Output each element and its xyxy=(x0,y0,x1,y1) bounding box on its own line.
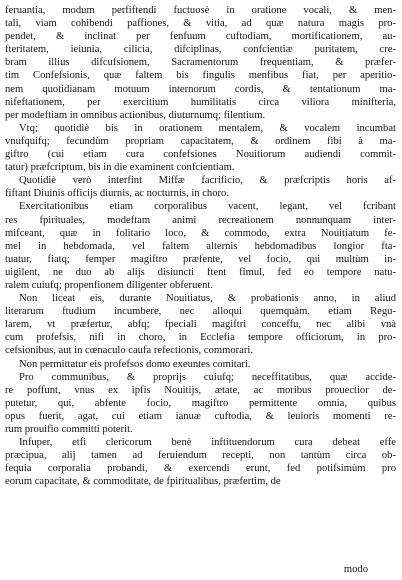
text-line: fiftant Diuinis officijs diurnis, ac nocturnis, in choro. xyxy=(5,188,229,200)
text-line: pendet, & inclinat per fenfuum cuftodiam, mortificationem, au- xyxy=(5,31,396,43)
text-line: per modeftiam in omnibus actionibus, diuturnumq; filentium. xyxy=(5,109,266,121)
paragraph xyxy=(5,174,396,200)
text-line: eorum capacitate, & commoditate, de fpiritualibus, præfertim, de xyxy=(5,476,281,488)
text-line: cum profefsis, nifi in choro, in Ecclefia tempore officiorum, in pro- xyxy=(5,332,396,344)
text-line: Exercitationibus etiam corporalibus vacent, legant, vel fcribant xyxy=(19,201,396,213)
text-line: fequia corporalia probandi, & exercendi erunt, fed potifsimùm pro xyxy=(5,463,396,475)
text-line: uigilent, ne duo ab alijs disiuncti ftent fimul, fed eo tempore natu- xyxy=(5,266,396,278)
catchword: modo xyxy=(343,563,368,575)
text-line: putetur, qui, abfente focio, magiftro permittente omnia, quibus xyxy=(5,397,396,409)
text-line: Infuper, etfi clericorum benè inftituendorum cura debeat effe xyxy=(19,437,396,449)
text-line: tim Confefsionis, quæ faltem bis fingulis menfibus fiat, per aperitio- xyxy=(5,70,396,82)
paragraph xyxy=(5,358,396,371)
text-line: feruantia, modum perfiftendi fuctuosè in oratione vocali, & men- xyxy=(5,5,396,16)
paragraph xyxy=(5,200,396,292)
paragraph xyxy=(5,4,396,122)
text-line: tali, viam cohibendi paffiones, & vitia, ad quæ natura magis pro- xyxy=(5,18,396,30)
text-line: cefsionibus, aut in cœnaculo caufa refectionis, commorari. xyxy=(5,345,253,357)
text-line: Quotidiè verò interfint Miffæ facrificio, & præfcriptis horis af- xyxy=(19,175,396,187)
text-line: literarum ftudium incumbere, nec alloqui quemquàm, etiam Regu- xyxy=(5,306,396,318)
paragraph xyxy=(5,292,396,357)
text-line: mel in hebdomada, vel faltem alternis hebdomadibus longior fta- xyxy=(5,240,396,252)
text-line: rum prouifio committi poterit. xyxy=(5,424,133,435)
text-line: nem quotidianam motuum internorum cordis, & tentationum ma- xyxy=(5,83,396,95)
text-line: bram illius difcufsionem, Sacramentorum frequentiam, & præfer- xyxy=(5,57,396,69)
text-line: Vtq; quotidiè bis in orationem mentalem, & vocalem incumbat xyxy=(19,122,396,134)
paragraph xyxy=(5,122,396,174)
text-line: fteritatem, ieiunia, cilicia, difciplinas, confcientiæ puritatem, cre- xyxy=(5,44,396,56)
text-line: Pro communibus, & proprijs cuiufq; neceffitatibus, quæ accide- xyxy=(19,371,396,383)
text-line: larem, vt præfertur, abfq; fpeciali magiftri conceffu, nec alibi vnà xyxy=(5,319,396,331)
text-line: mifceant, quæ in folitario loco, & commodo, extra Nouitiatum fe- xyxy=(5,227,396,239)
text-line: nifeftationem, per exercitium humilitatis circa viliora minifteria, xyxy=(5,96,396,108)
text-line: res fpirituales, modeftam animi recreationem nonnunquam inter- xyxy=(5,214,396,226)
text-line: tatur) præfcriptum, bis in die examinent confcientiam. xyxy=(5,162,235,174)
text-line: giftro (cui etiam cura confefsiones Nouitiorum audiendi commit- xyxy=(5,149,396,161)
text-line: Non liceat eis, durante Nouitiatus, & probationis anno, in aliud xyxy=(19,293,396,305)
text-line: opus fuerit, agat, cui etiam ianuæ cuftodia, & leuioris momenti re- xyxy=(5,410,396,422)
text-line: Non permittatur eis profefsos domo exeuntes comitari. xyxy=(19,358,251,370)
text-line: vnufquifq; fecundùm propriam capacitatem, & ordinem fibi à ma- xyxy=(5,135,396,147)
text-line: re poffunt, vnus ex ipfis Nouitijs, ætate, ac moribus prouectior de- xyxy=(5,384,396,396)
text-line: ralem cuiufq; propenfionem diligenter obferuent. xyxy=(5,279,213,291)
paragraph xyxy=(5,371,396,436)
paragraph xyxy=(5,436,396,488)
text-line: tuatur, fiatq; femper magiftro præfente, vel focio, qui multùm in- xyxy=(5,253,396,265)
text-line: præcipua, alij tamen ad feruiendum recepti, non tantùm circa ob- xyxy=(5,450,396,462)
